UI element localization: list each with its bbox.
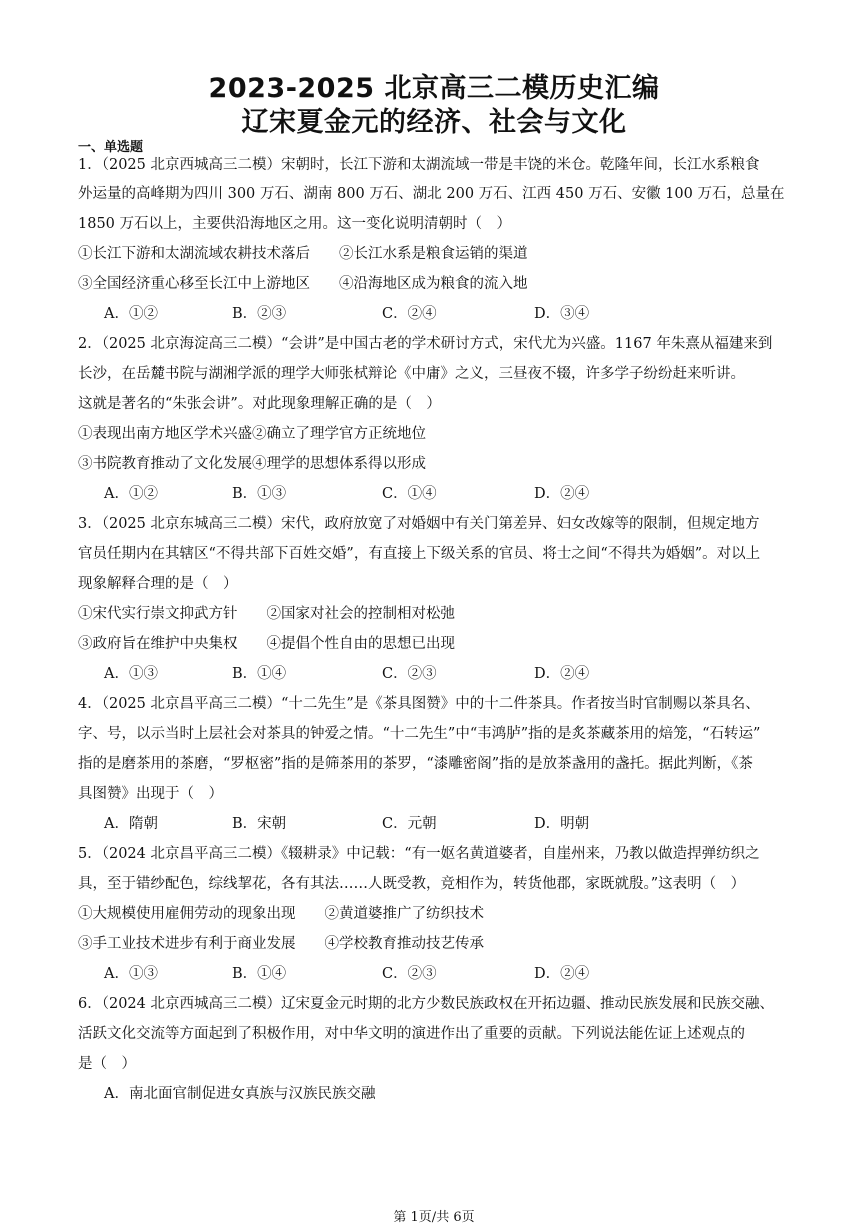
option-a: A．①② — [104, 306, 158, 322]
question-line: 5．（2024 北京昌平高三二模）《辍耕录》中记载：“有一妪名黄道婆者，自崖州来，乃教以做造捍弹纺织之 — [78, 846, 760, 862]
option-d: D．③④ — [534, 306, 590, 322]
option-d: D．②④ — [534, 666, 590, 682]
option-c: C．①④ — [382, 486, 437, 502]
statement-line: ①表现出南方地区学术兴盛②确立了理学官方正统地位 — [78, 426, 426, 442]
option-d: D．②④ — [534, 486, 590, 502]
option-b: B．②③ — [232, 306, 287, 322]
question-line: 6．（2024 北京西城高三二模）辽宋夏金元时期的北方少数民族政权在开拓边疆、推动民族发展和民族交融、 — [78, 996, 774, 1012]
document-title: 2023-2025 北京高三二模历史汇编 — [208, 73, 660, 104]
question-line: 4．（2025 北京昌平高三二模）“十二先生”是《茶具图赞》中的十二件茶具。作者按当时官制赐以茶具名、 — [78, 696, 760, 712]
statement-line: ③全国经济重心移至长江中上游地区 ④沿海地区成为粮食的流入地 — [78, 276, 528, 292]
option-d: D．②④ — [534, 966, 590, 982]
question-line: 1．（2025 北京西城高三二模）宋朝时，长江下游和太湖流域一带是丰饶的米仓。乾隆年间，长江水系粮食 — [78, 157, 760, 173]
option-b: B．①④ — [232, 666, 287, 682]
question-line: 长沙，在岳麓书院与湖湘学派的理学大师张栻辩论《中庸》之义，三昼夜不辍，许多学子纷纷赶来听讲。 — [78, 366, 745, 382]
option-c: C．元朝 — [382, 816, 437, 832]
statement-line: ③政府旨在维护中央集权 ④提倡个性自由的思想已出现 — [78, 636, 455, 652]
question-line: 外运量的高峰期为四川 300 万石、湖南 800 万石、湖北 200 万石、江西 450 万石、安徽 100 万石，总量在 — [78, 186, 785, 202]
question-line: 指的是磨茶用的茶磨，“罗枢密”指的是筛茶用的茶罗，“漆雕密阁”指的是放茶盏用的盏托。据此判断，《茶 — [78, 756, 753, 772]
statement-line: ③手工业技术进步有利于商业发展 ④学校教育推动技艺传承 — [78, 936, 484, 952]
option-a: A．①② — [104, 486, 158, 502]
question-line: 字、号，以示当时上层社会对茶具的钟爱之情。“十二先生”中“韦鸿胪”指的是炙茶藏茶用的焙笼，“石转运” — [78, 726, 761, 742]
option-a: A．①③ — [104, 966, 158, 982]
statement-line: ③书院教育推动了文化发展④理学的思想体系得以形成 — [78, 456, 426, 472]
statement-line: ①大规模使用雇佣劳动的现象出现 ②黄道婆推广了纺织技术 — [78, 906, 484, 922]
option-a: A．隋朝 — [104, 816, 158, 832]
question-line: 是（ ） — [78, 1056, 136, 1072]
question-line: 这就是著名的“朱张会讲”。对此现象理解正确的是（ ） — [78, 396, 441, 412]
option-b: B．①③ — [232, 486, 287, 502]
statement-line: ①长江下游和太湖流域农耕技术落后 ②长江水系是粮食运销的渠道 — [78, 246, 528, 262]
option-b: B．①④ — [232, 966, 287, 982]
statement-line: ①宋代实行崇文抑武方针 ②国家对社会的控制相对松弛 — [78, 606, 455, 622]
page-footer: 第 1页/共 6页 — [393, 1210, 475, 1225]
question-line: 官员任期内在其辖区“不得共部下百姓交婚”，有直接上下级关系的官员、将士之间“不得共为婚姻”。对以上 — [78, 546, 761, 562]
question-line: 具图赞》出现于（ ） — [78, 786, 223, 802]
option-c: C．②④ — [382, 306, 437, 322]
question-line: 现象解释合理的是（ ） — [78, 576, 238, 592]
question-line: 1850 万石以上，主要供沿海地区之用。这一变化说明清朝时（ ） — [78, 216, 512, 232]
question-line: 活跃文化交流等方面起到了积极作用，对中华文明的演进作出了重要的贡献。下列说法能佐证上述观点的 — [78, 1026, 745, 1042]
question-line: 具，至于错纱配色，综线挈花，各有其法……人既受教，竞相作为，转货他郡，家既就殷。”这表明（ ） — [78, 876, 746, 892]
option-c: C．②③ — [382, 666, 437, 682]
option-b: B．宋朝 — [232, 816, 287, 832]
option-d: D．明朝 — [534, 816, 590, 832]
section-heading: 一、单选题 — [78, 140, 144, 155]
document-subtitle: 辽宋夏金元的经济、社会与文化 — [241, 107, 627, 138]
option-a: A．南北面官制促进女真族与汉族民族交融 — [104, 1086, 376, 1102]
question-line: 2．（2025 北京海淀高三二模）“会讲”是中国古老的学术研讨方式，宋代尤为兴盛。1167 年朱熹从福建来到 — [78, 336, 773, 352]
option-a: A．①③ — [104, 666, 158, 682]
option-c: C．②③ — [382, 966, 437, 982]
question-line: 3．（2025 北京东城高三二模）宋代，政府放宽了对婚姻中有关门第差异、妇女改嫁等的限制，但规定地方 — [78, 516, 760, 532]
